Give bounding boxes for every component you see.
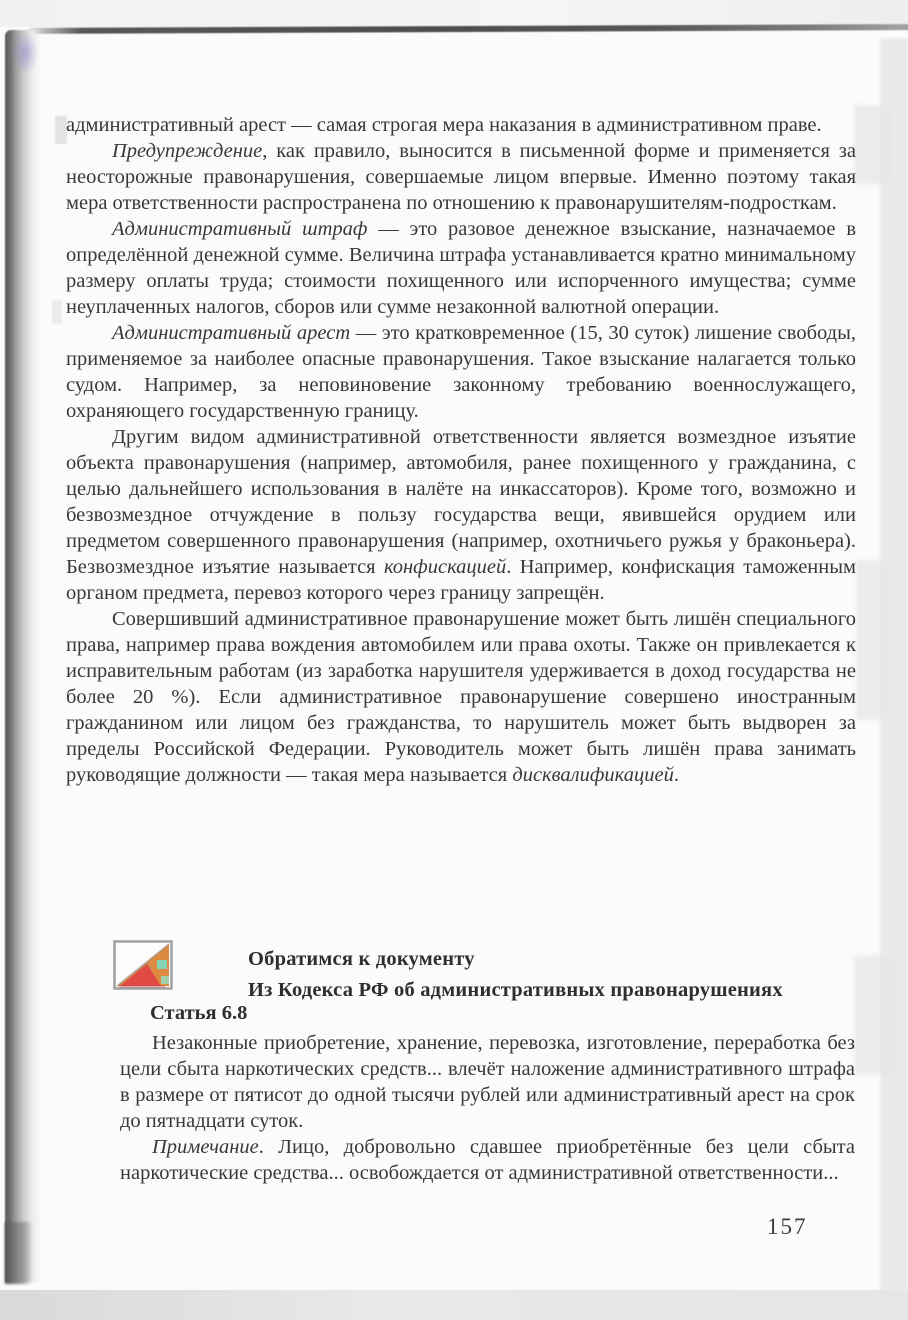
text-run: . [673, 764, 679, 786]
paragraph [66, 424, 856, 606]
document-section-headings [248, 944, 863, 1006]
scan-top-margin [0, 0, 908, 27]
text-run: , как правило, выносится в письменной форме и применяется за неосторожные правонарушения, совершаемые лицом впервые. Именно поэтому такая мера ответственности распространена по отношению к правонарушителям-подросткам. [66, 140, 856, 214]
paragraph [66, 112, 856, 138]
text-run: Совершивший административное правонарушение может быть лишён специального права, например права вождения автомобилем или права охоты. Также он привлекается к исправительным работам (из заработка нарушителя удерживается в доход государства не более 20 %). Если административное правонарушение совершено иностранным гражданином или лицом без гражданства, то нарушитель может быть выдворен за пределы Российской Федерации. Руководитель может быть лишён права занимать руководящие должности — такая мера называется [66, 608, 856, 786]
paragraph [66, 138, 856, 216]
paragraph [120, 1134, 855, 1186]
scan-artifact [854, 105, 894, 185]
icon-teal-patch [161, 976, 169, 984]
text-run: . Лицо, добровольно сдавшее приобретённые без цели сбыта наркотические средства... освобождается от административной ответственности... [120, 1136, 855, 1184]
document-source-title: Из Кодекса РФ об административных правонарушениях [248, 979, 783, 1001]
page-number: 157 [767, 1214, 808, 1239]
paragraph [66, 606, 856, 788]
text-run: . Например, конфискация таможенным органом предмета, перевоз которого через границу запрещён. [66, 556, 856, 604]
emphasized-term: Примечание [152, 1136, 259, 1158]
paragraph [66, 320, 856, 424]
text-run: — это разовое денежное взыскание, назначаемое в определённой денежной сумме. Величина штрафа устанавливается кратно минимальному размеру оплаты труда; стоимости похищенного или испорченного имущества; сумме неуплаченных налогов, сборов или сумме незаконной валютной операции. [66, 218, 856, 318]
scan-spine-shadow [5, 30, 41, 1282]
article-label: Статья 6.8 [150, 1002, 248, 1024]
text-run: административный арест — самая строгая мера наказания в административном праве. [66, 114, 822, 136]
document-section-title: Обратимся к документу [248, 948, 475, 970]
scan-spine-shadow-bottom [5, 1222, 33, 1284]
scan-artifact [52, 300, 62, 324]
document-marker-icon [113, 940, 174, 991]
paragraph [66, 216, 856, 320]
emphasized-term: Административный штраф [112, 218, 368, 240]
emphasized-term: дисквалификацией [512, 764, 674, 786]
text-run: Другим видом административной ответственности является возмездное изъятие объекта правонарушения (например, автомобиля, ранее похищенного у гражданина, с целью дальнейшего использования в налёте на инкассаторов). Кроме того, возможно и безвозмездное отчуждение в пользу государства вещи, явившейся орудием или предметом совершенного правонарушения (например, охотничьего ружья у браконьера). Безвозмездное изъятие называется [66, 426, 856, 578]
scan-spine-tint [12, 32, 38, 74]
scan-artifact [856, 560, 890, 720]
document-excerpt-text [120, 1030, 855, 1186]
icon-teal-patch [157, 960, 167, 969]
emphasized-term: Предупреждение [112, 140, 263, 162]
body-text [66, 112, 856, 788]
emphasized-term: Административный арест [112, 322, 351, 344]
text-run: — это кратковременное (15, 30 суток) лишение свободы, применяемое за наиболее опасные правонарушения. Такое взыскание налагается только судом. Например, за неповиновение законному требованию военнослужащего, охраняющего государственную границу. [66, 322, 856, 422]
text-run: Незаконные приобретение, хранение, перевозка, изготовление, переработка без цели сбыта наркотических средств... влечёт наложение административного штрафа в размере от пятисот до одной тысячи рублей или административный арест на срок до пятнадцати суток. [120, 1032, 855, 1132]
paragraph [120, 1030, 855, 1134]
scan-bottom-margin [0, 1290, 908, 1320]
emphasized-term: конфискацией [383, 556, 507, 578]
